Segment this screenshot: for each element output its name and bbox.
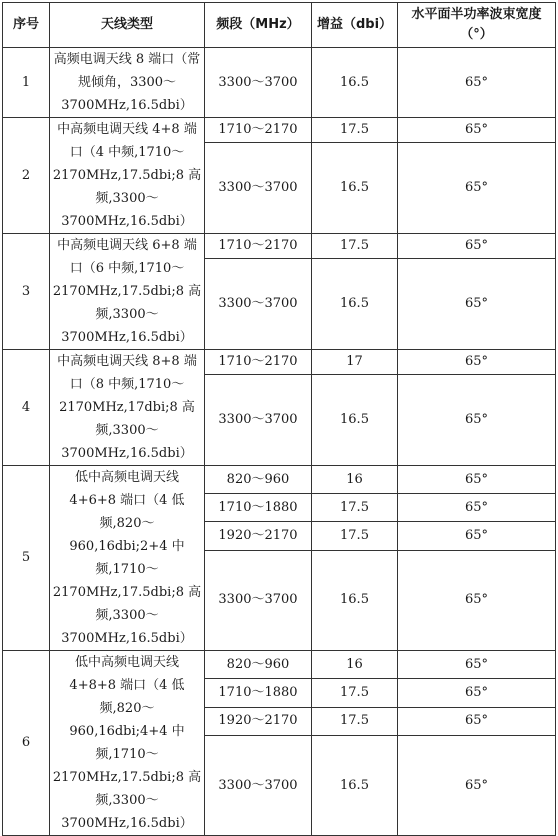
beam-cell: 65° bbox=[398, 707, 556, 735]
gain-cell: 17.5 bbox=[312, 494, 398, 522]
header-row bbox=[3, 3, 556, 48]
band-cell: 3300～3700 bbox=[205, 258, 312, 349]
table-row bbox=[3, 350, 556, 375]
beam-cell: 65° bbox=[398, 679, 556, 707]
header-beam: 水平面半功率波束宽度（°） bbox=[398, 3, 556, 48]
type-cell: 中高频电调天线 4+8 端口（4 中频,1710～2170MHz,17.5dbi;8 高频,3300～3700MHz,16.5dbi） bbox=[50, 118, 205, 234]
beam-cell: 65° bbox=[398, 522, 556, 550]
gain-cell: 16.5 bbox=[312, 258, 398, 349]
table-row bbox=[3, 234, 556, 259]
band-cell: 3300～3700 bbox=[205, 374, 312, 465]
band-cell: 3300～3700 bbox=[205, 550, 312, 650]
band-cell: 820～960 bbox=[205, 651, 312, 679]
antenna-spec-table bbox=[2, 2, 556, 836]
type-cell: 中高频电调天线 8+8 端口（8 中频,1710～2170MHz,17dbi;8 高频,3300～3700MHz,16.5dbi） bbox=[50, 350, 205, 466]
table-row bbox=[3, 48, 556, 118]
band-cell: 1710～1880 bbox=[205, 494, 312, 522]
beam-cell: 65° bbox=[398, 142, 556, 233]
gain-cell: 17.5 bbox=[312, 522, 398, 550]
gain-cell: 16.5 bbox=[312, 550, 398, 650]
beam-cell: 65° bbox=[398, 258, 556, 349]
beam-cell: 65° bbox=[398, 374, 556, 465]
seq-cell: 2 bbox=[3, 118, 50, 234]
band-cell: 3300～3700 bbox=[205, 48, 312, 118]
band-cell: 1920～2170 bbox=[205, 707, 312, 735]
seq-cell: 6 bbox=[3, 651, 50, 836]
beam-cell: 65° bbox=[398, 234, 556, 259]
type-cell: 低中高频电调天线 4+8+8 端口（4 低频,820～960,16dbi;4+4 中频,1710～2170MHz,17.5dbi;8 高频,3300～3700MHz,16.5dbi） bbox=[50, 651, 205, 836]
band-cell: 820～960 bbox=[205, 466, 312, 494]
header-band: 频段（MHz） bbox=[205, 3, 312, 48]
table-row bbox=[3, 466, 556, 494]
gain-cell: 17.5 bbox=[312, 679, 398, 707]
band-cell: 1710～2170 bbox=[205, 350, 312, 375]
band-cell: 1710～2170 bbox=[205, 234, 312, 259]
gain-cell: 17.5 bbox=[312, 707, 398, 735]
seq-cell: 5 bbox=[3, 466, 50, 651]
seq-cell: 4 bbox=[3, 350, 50, 466]
band-cell: 3300～3700 bbox=[205, 736, 312, 836]
band-cell: 3300～3700 bbox=[205, 142, 312, 233]
beam-cell: 65° bbox=[398, 736, 556, 836]
seq-cell: 1 bbox=[3, 48, 50, 118]
beam-cell: 65° bbox=[398, 651, 556, 679]
gain-cell: 17 bbox=[312, 350, 398, 375]
seq-cell: 3 bbox=[3, 234, 50, 350]
band-cell: 1920～2170 bbox=[205, 522, 312, 550]
gain-cell: 16.5 bbox=[312, 374, 398, 465]
gain-cell: 16 bbox=[312, 466, 398, 494]
gain-cell: 17.5 bbox=[312, 118, 398, 143]
type-cell: 中高频电调天线 6+8 端口（6 中频,1710～2170MHz,17.5dbi;8 高频,3300～3700MHz,16.5dbi） bbox=[50, 234, 205, 350]
beam-cell: 65° bbox=[398, 550, 556, 650]
table-row bbox=[3, 118, 556, 143]
beam-cell: 65° bbox=[398, 350, 556, 375]
header-seq: 序号 bbox=[3, 3, 50, 48]
header-type: 天线类型 bbox=[50, 3, 205, 48]
beam-cell: 65° bbox=[398, 48, 556, 118]
gain-cell: 16.5 bbox=[312, 48, 398, 118]
band-cell: 1710～2170 bbox=[205, 118, 312, 143]
type-cell: 高频电调天线 8 端口（常规倾角，3300～3700MHz,16.5dbi） bbox=[50, 48, 205, 118]
gain-cell: 16 bbox=[312, 651, 398, 679]
beam-cell: 65° bbox=[398, 118, 556, 143]
gain-cell: 16.5 bbox=[312, 736, 398, 836]
beam-cell: 65° bbox=[398, 466, 556, 494]
beam-cell: 65° bbox=[398, 494, 556, 522]
header-gain: 增益（dbi） bbox=[312, 3, 398, 48]
table-row bbox=[3, 651, 556, 679]
band-cell: 1710～1880 bbox=[205, 679, 312, 707]
type-cell: 低中高频电调天线 4+6+8 端口（4 低频,820～960,16dbi;2+4 中频,1710～2170MHz,17.5dbi;8 高频,3300～3700MHz,16.5dbi） bbox=[50, 466, 205, 651]
gain-cell: 16.5 bbox=[312, 142, 398, 233]
gain-cell: 17.5 bbox=[312, 234, 398, 259]
